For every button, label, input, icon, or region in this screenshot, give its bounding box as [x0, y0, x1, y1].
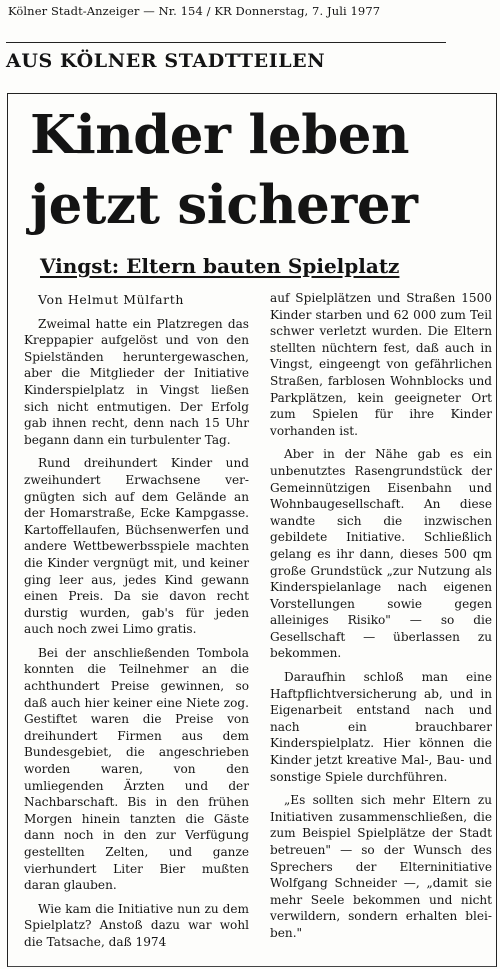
headline [30, 100, 480, 240]
paragraph: auf Spielplätzen und Straßen 1500 Kinder starben und 62 000 zum Teil schwer verletzt wurden. Die Eltern stellten nüchtern fest, daß auch in Vingst, eingeengt von gefährlichen Straßen, farblosen Wohnblocks und Parkplätzen, kein geeigneter Ort zum Spielen für ihre Kinder vorhanden ist. [270, 291, 492, 438]
paragraph: Aber in der Nähe gab es ein unbenutztes Rasengrundstück der Gemeinnützigen Eisenbahn und Wohnbaugesellschaft. An diese wandte sich die inzwischen gebildete Initiative. Schließlich gelang es ihr dann, dieses 500 qm große Grundstück „zur Nutzung als Kinderspielanlage nach eigenen Vorstellungen sowie gegen alleiniges Risiko" — so die Gesellschaft — überlassen zu bekommen. [270, 447, 492, 661]
paragraph: Daraufhin schloß man eine Haftpflichtversicherung ab, und in Eigenarbeit entstand nach und nach ein brauchbarer Kinderspielplatz. Hier können die Kinder jetzt kreative Mal-, Bau- und sonstige Spiele durchführen. [270, 670, 492, 784]
paragraph: Wie kam die Initiative nun zu dem Spielplatz? Anstoß dazu war wohl die Tatsache, daß 1974 [24, 901, 249, 949]
article-column-1 [24, 292, 249, 958]
byline: Von Helmut Mülfarth [38, 292, 185, 307]
paragraph: „Es sollten sich mehr Eltern zu Initiativen zusammenschließen, die zum Beispiel Spielplätze der Stadt betreuen" — so der Wunsch des Sprechers der Elterninitiative Wolfgang Schneider —, „damit sie mehr Seele bekommen und nicht verwildern, sondern erhalten bleiben." [270, 793, 492, 940]
paragraph: Rund dreihundert Kinder und zweihundert Erwachsene vergnügten sich auf dem Gelände an der Homarstraße, Ecke Kampgasse. Kartoffellaufen, Büchsenwerfen und andere Wettbewerbsspiele machten die Kinder vergnügt mit, und keiner ging leer aus, jedes Kind gewann einen Preis. Da sie davon recht durstig wurden, gab's für jeden auch noch zwei Limo gratis. [24, 456, 249, 637]
paragraph: Zweimal hatte ein Platzregen das Kreppapier aufgelöst und von den Spielständen heruntergewaschen, aber die Mitglieder der Initiative Kinderspielplatz in Vingst ließen sich nicht entmutigen. Der Erfolg gab ihnen recht, denn nach 15 Uhr begann dann ein turbulenter Tag. [24, 316, 249, 447]
section-heading: AUS KÖLNER STADTTEILEN [6, 42, 446, 79]
paragraph: Bei der anschließenden Tombola konnten die Teilnehmer an die achthundert Preise gewinnen, so daß auch hier keiner eine Niete zog. Gestiftet waren die Preise von dreihundert Firmen aus dem Bundesgebiet, die angeschrieben worden waren, von den umliegenden Ärzten und der Nachbarschaft. Bis in den frühen Morgen hinein tanzten die Gäste dann noch in den zur Verfügung gestellten Zelten, und ganze vierhundert Liter Bier mußten daran glauben. [24, 645, 249, 893]
article-column-2 [270, 290, 492, 949]
headline-line-1: Kinder leben [30, 104, 410, 166]
headline-line-2: jetzt sicherer [30, 174, 418, 236]
subheadline: Vingst: Eltern bauten Spielplatz [40, 254, 400, 278]
masthead: Kölner Stadt-Anzeiger — Nr. 154 / KR Donnerstag, 7. Juli 1977 [8, 4, 381, 18]
